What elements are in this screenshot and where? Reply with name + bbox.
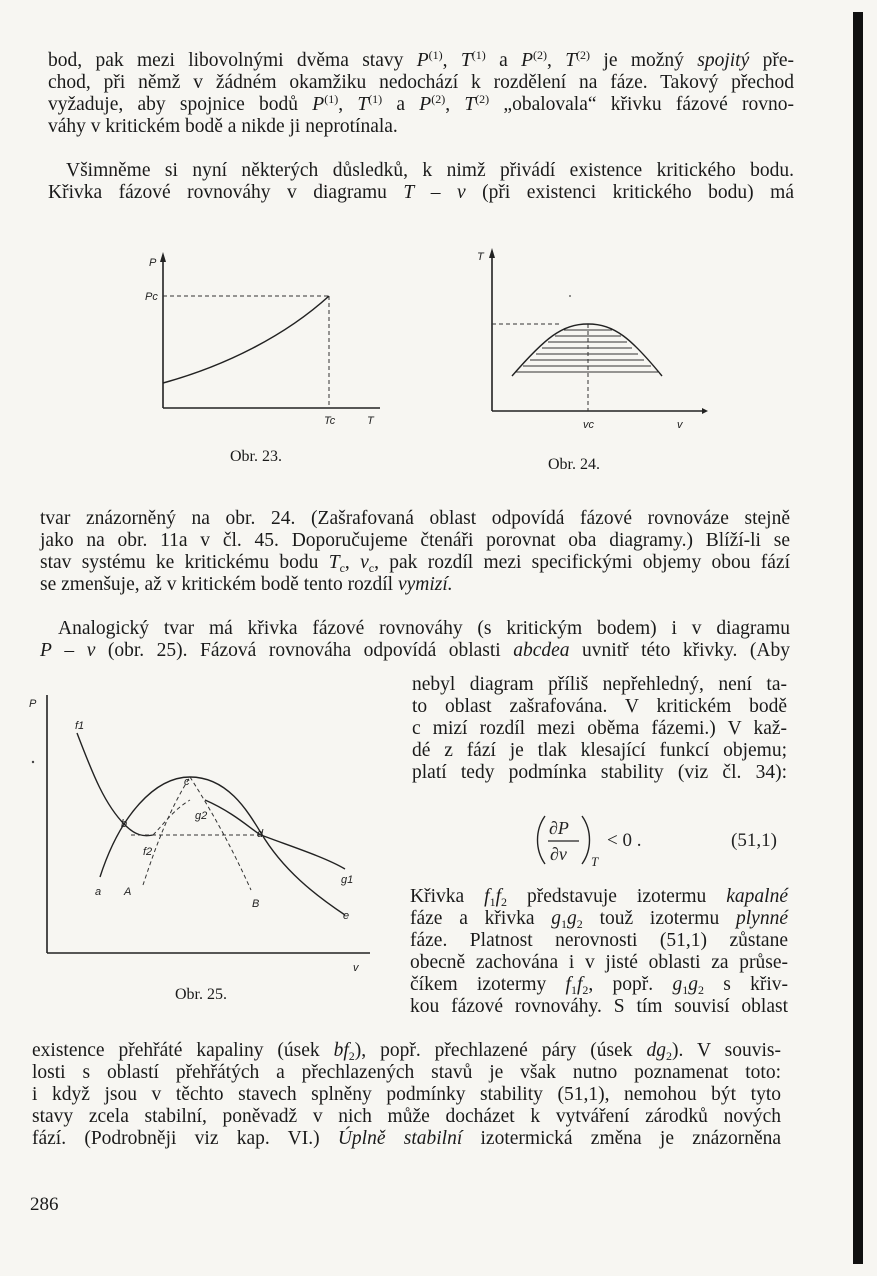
p5-line-1: Křivka $f_1f_2$ představuje izotermu kapalné (410, 886, 788, 909)
p4-line-3: nebyl diagram příliš nepřehledný, není ta- (412, 674, 787, 695)
fig25-label-b: b (121, 818, 128, 830)
p4-line-5: c mizí rozdíl mezi oběma fázemi.) V kaž- (412, 718, 787, 739)
formula-right-paren (582, 816, 590, 864)
p5-line-6: kou fázové rovnováhy. S tím souvisí oblast (410, 996, 788, 1017)
figure-25 (25, 685, 380, 980)
p4-line-1: Analogický tvar má křivka fázové rovnováhy (s kritickým bodem) i v diagramu (58, 618, 790, 639)
p5-line-2: fáze a křivka $g_1g_2$ touž izotermu plynné (410, 908, 788, 931)
fig24-caption: Obr. 24. (548, 456, 600, 473)
fig25-label-e: e (343, 910, 350, 922)
fig24-dome-curve (512, 324, 662, 376)
formula-51-1 (535, 812, 785, 868)
fig24-x-label: v (677, 419, 683, 431)
fig25-caption: Obr. 25. (175, 986, 227, 1003)
p3-line-4: se zmenšuje, až v kritickém bodě tento rozdíl vymizí. (40, 574, 453, 595)
figure-23 (140, 248, 390, 438)
fig25-x-label: v (353, 962, 359, 974)
fig25-label-f1: f1 (75, 720, 85, 732)
fig25-label-A: A (124, 886, 132, 898)
fig24-x-arrow-icon (702, 408, 708, 414)
p2-line-1: Všimněme si nyní některých důsledků, k nimž přivádí existence kritického bodu. (66, 160, 794, 181)
p5-line-11: fází. (Podrobněji viz kap. VI.) Úplně stabilní izotermická změna je znázorněna (32, 1128, 781, 1149)
fig25-label-B: B (252, 898, 260, 910)
fig25-spinodal-f2 (153, 800, 190, 835)
p4-line-6: dé z fází je tlak klesající funkcí objemu; (412, 740, 787, 761)
fig25-equilibrium-dome (100, 777, 345, 915)
fig23-y-arrow-icon (160, 252, 166, 262)
p1-line-2: chod, při němž v žádném okamžiku nedochází k rozdělení na fáze. Takový přechod (48, 72, 794, 93)
paragraph-4a (40, 618, 790, 662)
p4-line-2: P – v (obr. 25). Fázová rovnováha odpovídá oblasti abcdea uvnitř této křivky. (Aby (40, 640, 790, 661)
p5-line-5: číkem izotermy $f_1f_2$, popř. $g_1g_2$ s křiv- (410, 974, 788, 997)
p3-line-1: tvar znázorněný na obr. 24. (Zašrafovaná oblast odpovídá fázové rovnováze stejně (40, 508, 790, 529)
fig25-label-c: c (184, 776, 190, 788)
paragraph-2 (48, 160, 794, 204)
fig24-y-label: T (477, 251, 484, 263)
paragraph-4b (412, 674, 787, 784)
fig23-equilibrium-curve (163, 296, 329, 383)
formula-relation: < 0 . (607, 830, 642, 851)
fig24-vc-label: vc (583, 419, 594, 431)
page-number: 286 (30, 1194, 59, 1215)
formula-denominator: ∂v (550, 844, 567, 864)
p4-line-4: to oblast zašrafována. V kritickém bodě (412, 696, 787, 717)
p5-line-10: stavy zcela stabilní, poněvadž v nich může docházet k vytváření zárodků nových (32, 1106, 781, 1127)
p3-line-3: stav systému ke kritickému bodu $T_c$, $v_c$, pak rozdíl mezi specifickými objemy obou fází (40, 552, 791, 575)
p2-line-2: Křivka fázové rovnováhy v diagramu T – v (při existenci kritického bodu) má (48, 182, 794, 203)
p1-line-3: vyžaduje, aby spojnice bodů $P^{(1)}$, $T^{(1)}$ a $P^{(2)}$, $T^{(2)}$ „obalovala“ křivku fázové rovno- (48, 92, 795, 115)
fig23-x-label: T (367, 415, 374, 427)
fig23-caption: Obr. 23. (230, 448, 282, 465)
fig25-isotherm-f1f2 (77, 733, 153, 836)
fig23-tc-label: Tc (324, 415, 336, 427)
fig25-label-f2: f2 (143, 846, 153, 858)
p1-line-4: váhy v kritickém bodě a nikde ji neprotínala. (48, 116, 398, 137)
fig23-pc-label: Pc (145, 291, 158, 303)
paragraph-1 (48, 50, 794, 138)
p5-line-9: i když jsou v těchto stavech splněny podmínky stability (51,1), nemohou být tyto (32, 1084, 781, 1105)
fig25-label-a: a (95, 886, 102, 898)
fig24-y-arrow-icon (489, 248, 495, 258)
formula-subscript: T (591, 854, 599, 869)
fig25-y-label: P (29, 698, 37, 710)
paragraph-3 (40, 508, 790, 596)
fig23-y-label: P (149, 257, 157, 269)
paragraph-5a (410, 886, 788, 1018)
p5-line-4: obecně zachována i v jisté oblasti za průse- (410, 952, 788, 973)
fig25-label-g2: g2 (195, 810, 208, 822)
p5-line-8: losti s oblastí přehřátých a přechlazených stavů je však nutno poznamenat toto: (32, 1062, 781, 1083)
figure-24 (470, 246, 720, 436)
p1-line-1: bod, pak mezi libovolnými dvěma stavy $P^{(1)}$, $T^{(1)}$ a $P^{(2)}$, $T^{(2)}$ je možný spojitý pře- (48, 48, 794, 71)
p5-line-7: existence přehřáté kapaliny (úsek $bf_2$), popř. přechlazené páry (úsek $dg_2$). V souvis- (32, 1040, 781, 1063)
p5-line-3: fáze. Platnost nerovnosti (51,1) zůstane (410, 930, 788, 951)
fig25-label-g1: g1 (341, 874, 354, 886)
p4-line-7: platí tedy podmínka stability (viz čl. 34): (412, 762, 787, 783)
formula-numerator: ∂P (549, 818, 569, 838)
paragraph-5b (32, 1040, 781, 1150)
fig25-speck (32, 761, 34, 763)
scan-edge-bar (853, 12, 863, 1264)
fig24-hatching (516, 330, 658, 372)
fig25-label-d: d (257, 828, 264, 840)
fig24-speck (569, 295, 571, 297)
p3-line-2: jako na obr. 11a v čl. 45. Doporučujeme čtenáři porovnat oba diagramy.) Blíží-li se (40, 530, 790, 551)
formula-number: (51,1) (731, 830, 777, 851)
formula-left-paren (538, 816, 546, 864)
fig25-spinodal-right (190, 777, 251, 890)
